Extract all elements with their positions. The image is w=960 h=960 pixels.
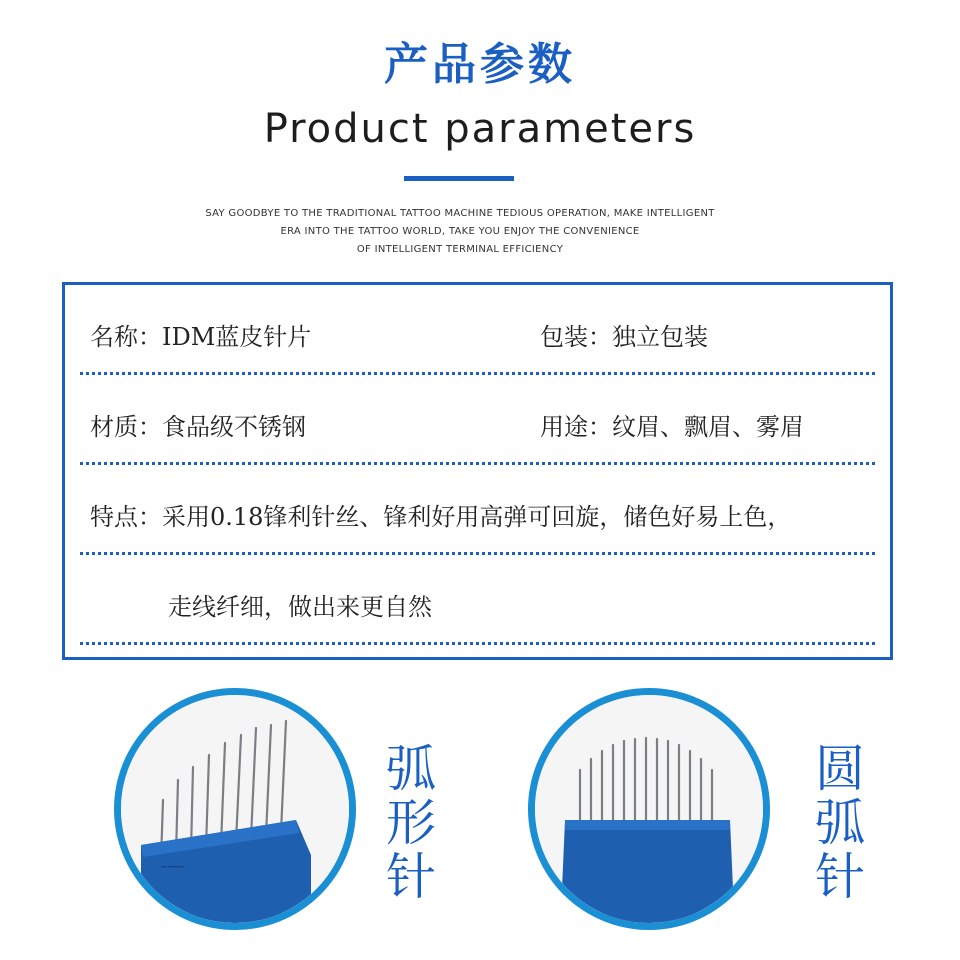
title-underline (404, 176, 514, 181)
param-feature-value: 采用0.18锋利针丝、锋利好用高弹可回旋，储色好易上色， (162, 503, 792, 531)
label-char: 形 (386, 794, 436, 852)
param-usage-label: 用途： (540, 413, 612, 441)
label-char: 弧 (815, 794, 865, 852)
param-feature-label: 特点： (90, 503, 162, 531)
curved-needle-photo (114, 688, 356, 930)
curved-needle-label (381, 742, 441, 904)
param-material (90, 407, 306, 442)
curved-needle-illustration (121, 695, 349, 923)
dotted-divider (80, 642, 875, 645)
page-title-en: Product parameters (263, 106, 697, 152)
param-material-value: 食品级不锈钢 (162, 413, 306, 441)
param-row-feature-cont (65, 555, 890, 645)
parameters-table (62, 282, 893, 660)
param-name-value: IDM蓝皮针片 (162, 323, 312, 351)
page-title-cn: 产品参数 (384, 39, 576, 90)
param-material-label: 材质： (90, 413, 162, 441)
param-name-label: 名称： (90, 323, 162, 351)
svg-text:~~~~: ~~~~ (161, 862, 186, 873)
param-usage-value: 纹眉、飘眉、雾眉 (612, 413, 804, 441)
round-curved-needle-label (810, 742, 870, 904)
param-feature (90, 497, 791, 532)
label-char: 圆 (815, 740, 865, 798)
param-usage (540, 407, 804, 442)
param-package-value: 独立包装 (612, 323, 708, 351)
param-package-label: 包装： (540, 323, 612, 351)
param-package (540, 317, 708, 352)
tagline-line: ERA INTO THE TATTOO WORLD, TAKE YOU ENJOY THE CONVENIENCE (280, 226, 640, 237)
tagline-line: SAY GOODBYE TO THE TRADITIONAL TATTOO MACHINE TEDIOUS OPERATION, MAKE INTELLIGENT (205, 208, 715, 219)
tagline (160, 205, 760, 259)
label-char: 针 (386, 848, 436, 906)
param-row-feature (65, 465, 890, 555)
tagline-line: OF INTELLIGENT TERMINAL EFFICIENCY (356, 244, 564, 255)
param-name (90, 317, 311, 352)
param-feature-continued: 走线纤细，做出来更自然 (168, 593, 432, 621)
label-char: 弧 (386, 740, 436, 798)
label-char: 针 (815, 848, 865, 906)
param-row-name-package (65, 285, 890, 375)
param-row-material-usage (65, 375, 890, 465)
round-curved-needle-photo (528, 688, 770, 930)
round-curved-needle-illustration (535, 695, 763, 923)
